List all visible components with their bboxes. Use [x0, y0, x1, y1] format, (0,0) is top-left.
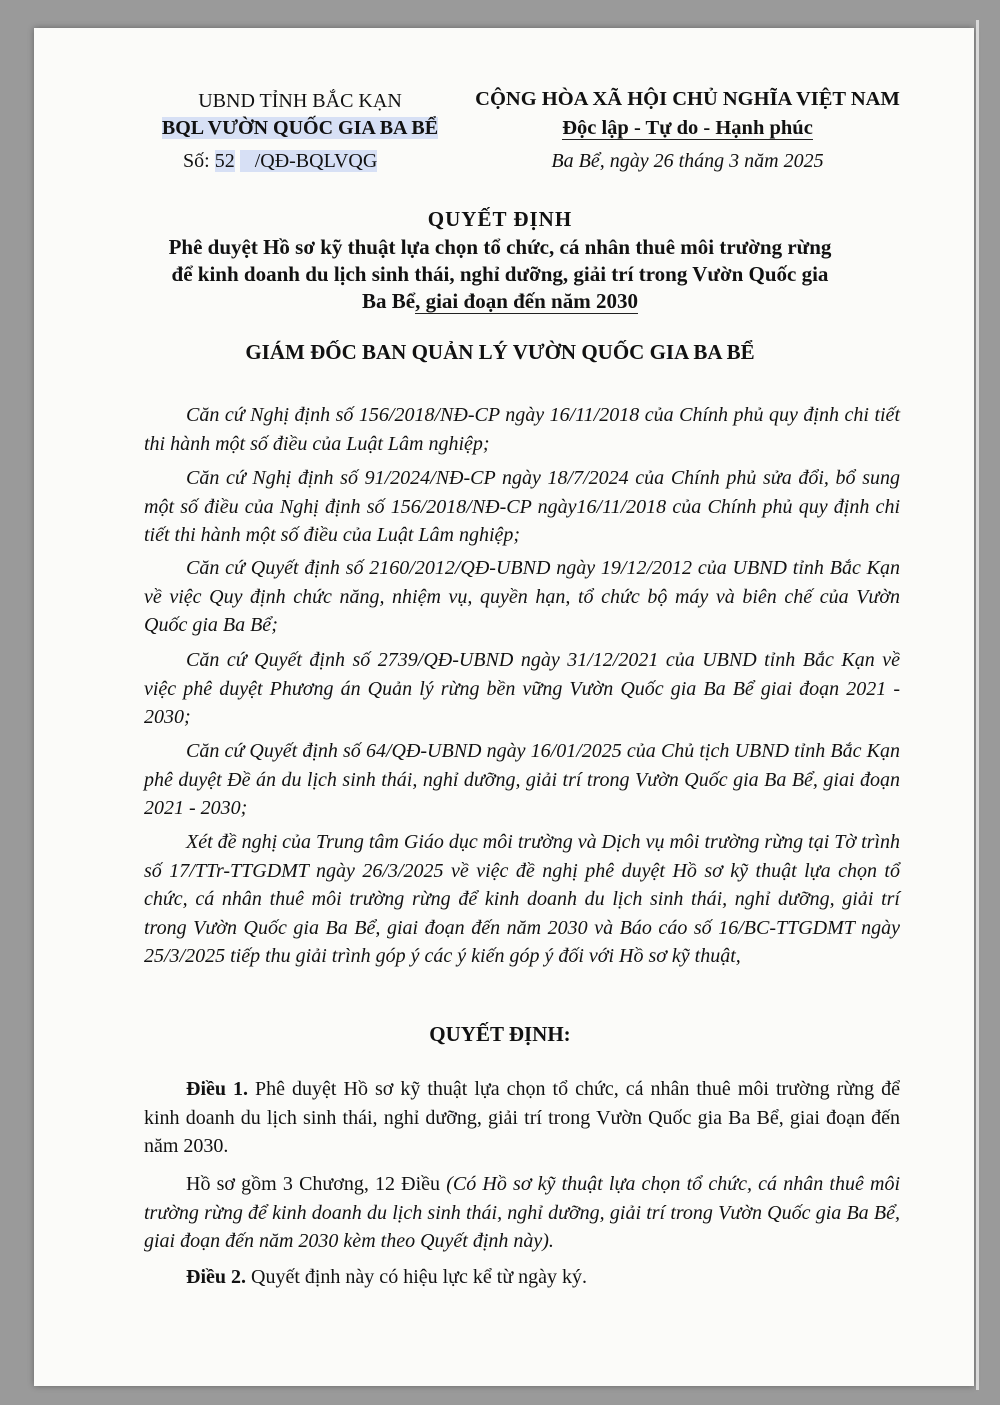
article-1-dossier: Hồ sơ gồm 3 Chương, 12 Điều (Có Hồ sơ kỹ thuật lựa chọn tổ chức, cá nhân thuê môi trường rừng để kinh doanh du lịch sinh thái, nghỉ dưỡng, giải trí trong Vườn Quốc gia Ba Bể, giai đoạn đến năm 2030 kèm theo Quyết định này).: [144, 1173, 900, 1252]
document-type: QUYẾT ĐỊNH: [427, 207, 573, 231]
preamble-5: Căn cứ Quyết định số 64/QĐ-UBND ngày 16/01/2025 của Chủ tịch UBND tỉnh Bắc Kạn phê duyệt Đề án du lịch sinh thái, nghỉ dưỡng, giải trí trong Vườn Quốc gia Ba Bể, giai đoạn 2021 - 2030;: [144, 740, 900, 819]
title-line-1: Phê duyệt Hồ sơ kỹ thuật lựa chọn tổ chức, cá nhân thuê môi trường rừng: [168, 235, 832, 259]
preamble-2: Căn cứ Nghị định số 91/2024/NĐ-CP ngày 18/7/2024 của Chính phủ sửa đổi, bổ sung một số điều của Nghị định số 156/2018/NĐ-CP ngày16/11/2018 của Chính phủ quy định chi tiết thi hành một số điều của Luật Lâm nghiệp;: [144, 467, 900, 546]
document-number: Số: 52 /QĐ-BQLVQG: [183, 150, 378, 172]
preamble-3: Căn cứ Quyết định số 2160/2012/QĐ-UBND ngày 19/12/2012 của UBND tỉnh Bắc Kạn về việc Quy định chức năng, nhiệm vụ, quyền hạn, tổ chức bộ máy và biên chế của Vườn Quốc gia Ba Bể;: [144, 557, 900, 636]
national-title: CỘNG HÒA XÃ HỘI CHỦ NGHĨA VIỆT NAM: [475, 88, 900, 110]
preamble-4: Căn cứ Quyết định số 2739/QĐ-UBND ngày 31/12/2021 của UBND tỉnh Bắc Kạn về việc phê duyệt Phương án Quản lý rừng bền vững Vườn Quốc gia Ba Bể giai đoạn 2021 - 2030;: [144, 649, 900, 728]
place-date: Ba Bể, ngày 26 tháng 3 năm 2025: [551, 150, 824, 172]
agency-name: BQL VƯỜN QUỐC GIA BA BỂ: [161, 117, 439, 139]
preamble-1: Căn cứ Nghị định số 156/2018/NĐ-CP ngày 16/11/2018 của Chính phủ quy định chi tiết thi hành một số điều của Luật Lâm nghiệp;: [144, 404, 900, 455]
decision-heading: QUYẾT ĐỊNH:: [429, 1022, 571, 1046]
national-motto: Độc lập - Tự do - Hạnh phúc: [562, 117, 813, 139]
article-2: Điều 2. Quyết định này có hiệu lực kể từ ngày ký.: [186, 1266, 588, 1288]
preamble-6: Xét đề nghị của Trung tâm Giáo dục môi trường và Dịch vụ môi trường rừng tại Tờ trình số 17/TTr-TTGDMT ngày 26/3/2025 về việc đề nghị phê duyệt Hồ sơ kỹ thuật lựa chọn tổ chức, cá nhân thuê môi trường rừng để kinh doanh du lịch sinh thái, nghỉ dưỡng, giải trí trong Vườn Quốc gia Ba Bể, giai đoạn đến năm 2030 và Báo cáo số 16/BC-TTGDMT ngày 25/3/2025 tiếp thu giải trình góp ý các ý kiến góp ý đối với Hồ sơ kỹ thuật,: [144, 831, 900, 967]
title-line-2: để kinh doanh du lịch sinh thái, nghỉ dưỡng, giải trí trong Vườn Quốc gia: [171, 262, 829, 286]
title-line-3: Ba Bể, giai đoạn đến năm 2030: [362, 289, 638, 313]
agency-parent: UBND TỈNH BẮC KẠN: [198, 90, 402, 112]
article-1: Điều 1. Phê duyệt Hồ sơ kỹ thuật lựa chọn tổ chức, cá nhân thuê môi trường rừng để kinh doanh du lịch sinh thái, nghỉ dưỡng, giải trí trong Vườn Quốc gia Ba Bể, giai đoạn đến năm 2030.: [144, 1078, 900, 1157]
authority-line: GIÁM ĐỐC BAN QUẢN LÝ VƯỜN QUỐC GIA BA BỂ: [245, 340, 755, 364]
